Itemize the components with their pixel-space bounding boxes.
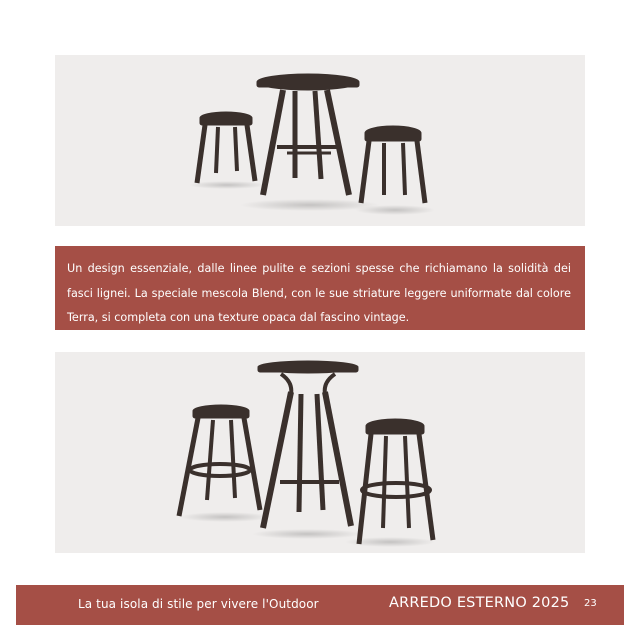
product-description: Un design essenziale, dalle linee pulite e sezioni spesse che richiamano la solidità dei fasci lignei. La speciale mescola Blend, con le sue striature leggere uniformate dal colore Terra, si completa con una texture opaca dal fascino vintage. [55, 246, 585, 330]
footer-tagline: La tua isola di stile per vivere l'Outdoor [78, 597, 319, 611]
footer-brand: ARREDO ESTERNO 2025 [389, 595, 570, 611]
page-footer [16, 585, 624, 625]
low-stool-left [197, 112, 255, 183]
page-number: 23 [584, 598, 597, 609]
product-photo-low-set [55, 55, 585, 226]
high-stool-right [359, 419, 433, 544]
product-photo-high-set [55, 352, 585, 553]
low-table [257, 74, 359, 195]
low-stool-right [361, 126, 425, 203]
high-stool-left [179, 405, 260, 516]
bar-table [258, 361, 358, 528]
